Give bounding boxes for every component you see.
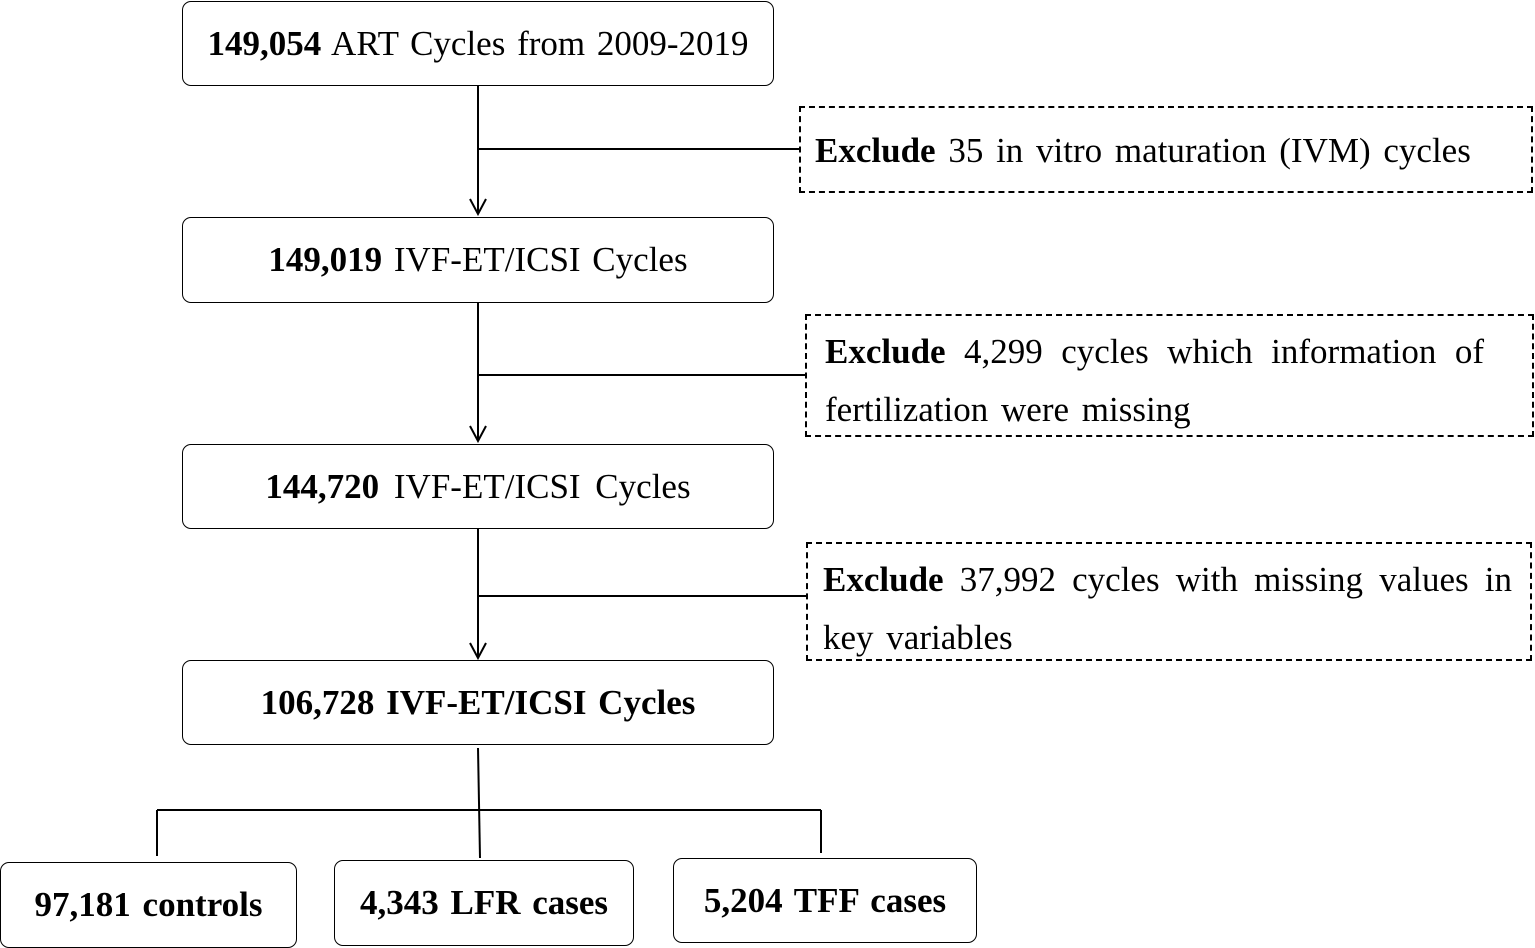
outcome-lfr-label: LFR cases	[450, 883, 609, 922]
outcome-controls-text	[35, 885, 263, 925]
exclude2-description-line2: fertilization were missing	[825, 390, 1191, 429]
outcome-lfr-count: 4,343	[359, 883, 439, 922]
step1-box	[182, 1, 774, 86]
step1-count: 149,054	[207, 23, 322, 63]
step3-label: IVF-ET/ICSI Cycles	[393, 466, 691, 506]
outcome-controls-count: 97,181	[34, 885, 131, 924]
step4-count: 106,728	[260, 682, 375, 722]
connector-step4-split	[478, 748, 480, 858]
outcome-controls-label: controls	[142, 885, 263, 924]
exclude3-description-line1: cycles with missing values in	[1072, 560, 1512, 599]
step3-box	[182, 444, 774, 529]
outcome-controls-box	[0, 862, 297, 948]
exclude3-description-line2: key variables	[823, 618, 1013, 657]
step3-text	[265, 467, 690, 507]
exclude1-count: 35	[948, 131, 984, 170]
exclude2-count: 4,299	[964, 332, 1043, 371]
step1-text	[207, 24, 748, 64]
step2-box	[182, 217, 774, 303]
step4-box	[182, 660, 774, 745]
exclude2-line1	[825, 323, 1484, 381]
outcome-lfr-box	[334, 860, 634, 946]
exclude1-text	[815, 122, 1519, 180]
exclude2-keyword: Exclude	[825, 332, 946, 371]
outcome-tff-label: TFF cases	[793, 880, 947, 920]
step1-label: ART Cycles from 2009-2019	[331, 23, 749, 63]
exclude3-count: 37,992	[959, 560, 1056, 599]
step4-label: IVF-ET/ICSI Cycles	[386, 682, 696, 722]
step4-text	[261, 683, 696, 723]
outcome-tff-text	[704, 881, 946, 921]
exclude3-box	[806, 542, 1532, 661]
exclude1-keyword: Exclude	[815, 131, 936, 170]
exclude1-description: in vitro maturation (IVM) cycles	[996, 131, 1471, 170]
outcome-tff-count: 5,204	[703, 880, 783, 920]
outcome-lfr-text	[360, 883, 608, 923]
exclude2-box	[805, 314, 1534, 437]
step2-text	[268, 240, 687, 280]
step3-count: 144,720	[265, 466, 380, 506]
exclude3-keyword: Exclude	[823, 560, 944, 599]
exclude2-description-line1: cycles which information of	[1061, 332, 1485, 371]
exclude3-line1	[823, 551, 1512, 609]
step2-count: 149,019	[268, 240, 383, 279]
step2-label: IVF-ET/ICSI Cycles	[393, 240, 688, 279]
exclude1-box	[799, 106, 1533, 193]
outcome-tff-box	[673, 858, 977, 943]
